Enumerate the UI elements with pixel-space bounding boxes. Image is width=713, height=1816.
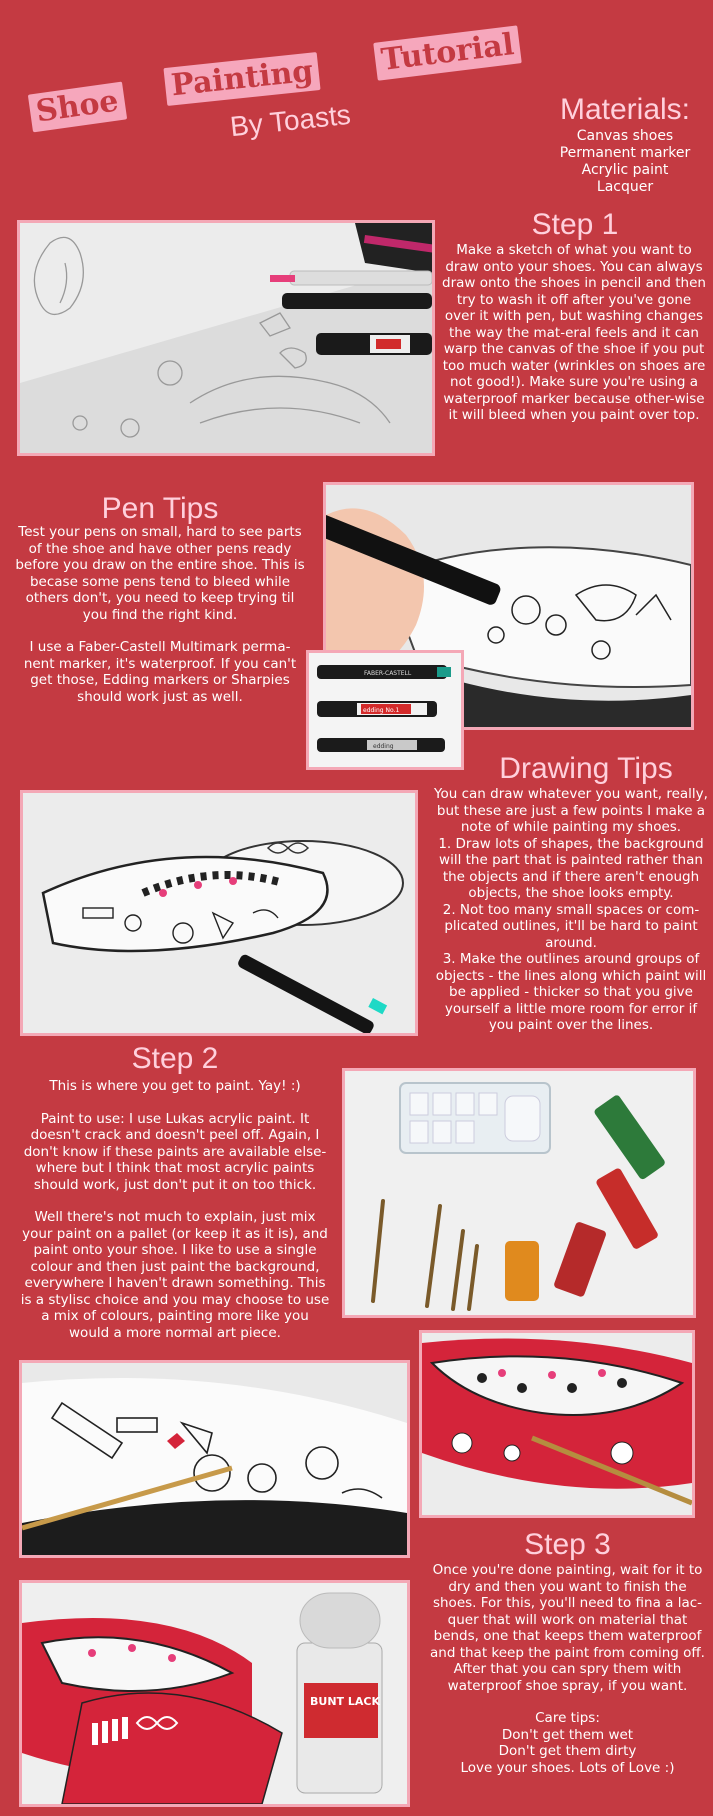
marker-label-2: edding No.1 [363,707,400,714]
marker-label-3: edding [373,743,394,750]
pen-tips-text [15,524,305,721]
materials-heading: Materials: [559,93,691,126]
step1-text: Make a sketch of what you want to draw onto your shoes. You can always draw onto the shoes in pencil and then try to wash it off after you've gone over it with pen, but washing changes the way the mat-eral feels and it can warp the canvas of the shoe if you put too much water (wrinkles on shoes are not good!). Make sure you're using a waterproof marker because other-wise it will bleed when you paint over top. [442,242,706,423]
step2-text [20,1078,330,1357]
pen-tips-paragraph-1: Test your pens on small, hard to see parts of the shoe and have other pens ready before you draw on the entire shoe. This is becase some pens tend to bleed while others don't, you need to keep trying til you find the right kind. [15,524,305,623]
title-word-2: Painting [163,52,321,106]
drawing-tips-point: 3. Make the outlines around groups of objects - the lines along which paint will be applied - thicker so that you give yourself a little more room for error if you paint over the lines. [435,951,707,1033]
paints-photo [342,1068,696,1318]
byline: By Toasts [228,98,353,143]
care-tips-heading: Care tips: [535,1710,600,1726]
care-tip: Love your shoes. Lots of Love :) [460,1759,675,1776]
materials-item: Canvas shoes [576,128,674,144]
step3-heading: Step 3 [524,1528,611,1561]
pen-tips-heading: Pen Tips [101,492,219,525]
materials-item: Acrylic paint [581,162,669,178]
spray-can-label: BUNT LACK [310,1695,380,1708]
drawing-tips-point: 1. Draw lots of shapes, the background will the part that is painted rather than the objects and if there aren't enough objects, the shoe looks empty. [438,835,704,901]
sketch-photo [17,220,435,456]
step1-heading: Step 1 [531,208,619,241]
care-tip: Don't get them dirty [498,1743,637,1759]
drawing-tips-text [432,786,710,1034]
painting-shoe-photo [19,1360,410,1558]
materials-list [540,128,710,196]
drawing-tips-heading: Drawing Tips [499,752,673,785]
step3-text [425,1562,710,1776]
care-tip: Don't get them wet [501,1726,634,1743]
materials-item: Permanent marker [559,145,691,161]
title-word-3: Tutorial [373,25,522,80]
finished-shoes-photo [19,1580,410,1807]
step2-heading: Step 2 [131,1042,219,1075]
step3-paragraph: Once you're done painting, wait for it to dry and then you want to finish the shoes. For this, you'll need to fina a lac-quer that will work on material that bends, one that keeps them waterproof and that keep the paint from coming off. After that you can spry them with waterproof shoe spray, if you want. [430,1562,705,1694]
drawing-tips-intro: You can draw whatever you want, really, but these are just a few points I make a note of while painting my shoes. [434,786,708,835]
drawing-tips-point: 2. Not too many small spaces or com-plicated outlines, it'll be hard to paint around. [442,901,700,951]
step2-paragraph-2: Paint to use: I use Lukas acrylic paint. It doesn't crack and doesn't peel off. Again, I don't know if these paints are available else-where but I think that most acrylic paints should work, just don't put it on too thick. [23,1110,327,1193]
outlined-shoes-photo [20,790,418,1036]
step2-paragraph-1: This is where you get to paint. Yay! :) [49,1078,301,1094]
red-shoe-closeup-photo [419,1330,695,1518]
pen-tips-paragraph-2: I use a Faber-Castell Multimark perma-nent marker, it's waterproof. If you can't get those, Edding markers or Sharpies should work just as well. [23,639,297,705]
materials-item: Lacquer [596,179,654,195]
step2-paragraph-3: Well there's not much to explain, just mix your paint on a pallet (or keep it as it is), and paint onto your shoe. I like to use a single colour and then just paint the background, everywhere I haven't drawn something. This is a stylisc choice and you may choose to use a mix of colours, painting more like you would a more normal art piece. [20,1209,330,1341]
markers-photo [306,650,464,770]
title-word-1: Shoe [28,82,127,133]
marker-label-1: FABER-CASTELL [364,670,412,677]
